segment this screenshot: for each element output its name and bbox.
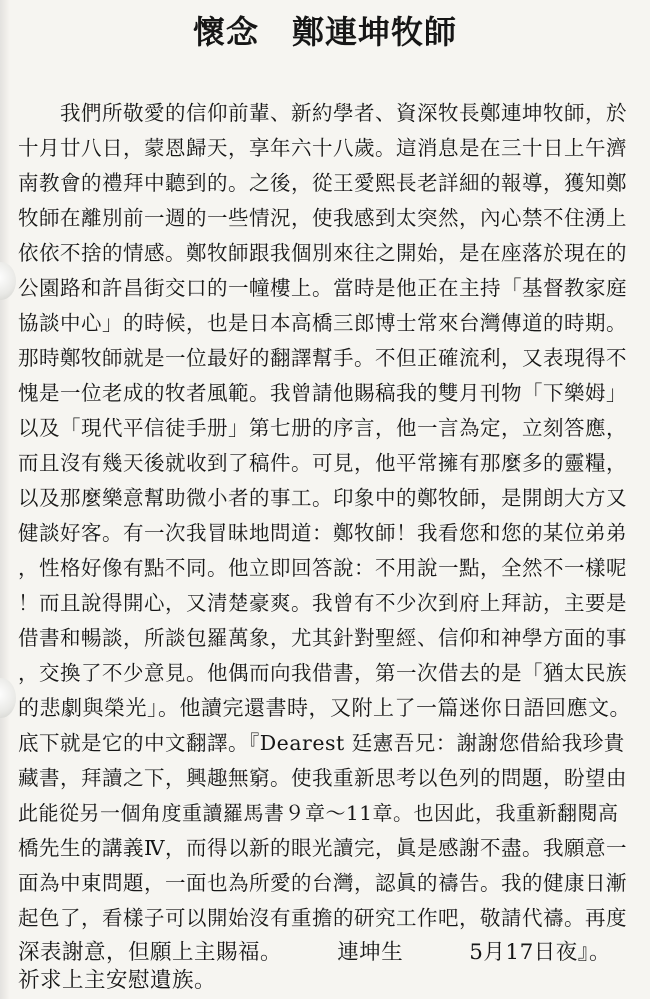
body-line: 而且沒有幾天後就收到了稿件。可見，他平常擁有那麼多的靈糧， bbox=[18, 451, 627, 475]
body-line: 此能從另一個角度重讀羅馬書９章～11章。也因此，我重新翻閱高 bbox=[18, 801, 619, 825]
page-edge-shadow bbox=[0, 0, 10, 999]
body-line: 牧師在離別前一週的一些情況，使我感到太突然，內心禁不住湧上 bbox=[18, 206, 627, 230]
body-line: ，交換了不少意見。他偶而向我借書，第一次借去的是「猶太民族 bbox=[18, 661, 627, 685]
body-line: 我們所敬愛的信仰前輩、新約學者、資深牧長鄭連坤牧師，於 bbox=[18, 101, 627, 125]
body-line: 的悲劇與榮光」。他讀完還書時，又附上了一篇迷你日語回應文。 bbox=[18, 696, 631, 720]
closing-line: 祈求上主安慰遺族。 bbox=[18, 968, 217, 993]
body-line: 底下就是它的中文翻譯。『Dearest 廷憲吾兄：謝謝您借給我珍貴 bbox=[18, 731, 625, 755]
body-line: 十月廿八日，蒙恩歸天，享年六十八歲。這消息是在三十日上午濟 bbox=[18, 136, 627, 160]
body-line: 起色了，看樣子可以開始沒有重擔的研究工作吧，敬請代禱。再度 bbox=[18, 906, 627, 930]
body-line: 以及那麼樂意幫助微小者的事工。印象中的鄭牧師，是開朗大方又 bbox=[18, 486, 627, 510]
body-line: 那時鄭牧師就是一位最好的翻譯幫手。不但正確流利，又表現得不 bbox=[18, 346, 627, 370]
body-line: 依依不捨的情感。鄭牧師跟我個別來往之開始，是在座落於現在的 bbox=[18, 241, 627, 265]
body-line: 愧是一位老成的牧者風範。我曾請他賜稿我的雙月刊物「下樂姆」 bbox=[18, 381, 627, 405]
body-line: ！而且說得開心，又清楚豪爽。我曾有不少次到府上拜訪，主要是 bbox=[18, 591, 627, 615]
body-line: 公園路和許昌街交口的一幢樓上。當時是他正在主持「基督教家庭 bbox=[18, 276, 627, 300]
article-title: 懷念 鄭連坤牧師 bbox=[192, 13, 457, 51]
punch-hole-top bbox=[0, 262, 16, 300]
body-line: 協談中心」的時候，也是日本高橋三郎博士常來台灣傳道的時期。 bbox=[18, 311, 627, 335]
body-line: ，性格好像有點不同。他立即回答說：不用說一點，全然不一樣呢 bbox=[18, 556, 627, 580]
body-line: 橋先生的講義Ⅳ，而得以新的眼光讀完，眞是感謝不盡。我願意一 bbox=[18, 836, 627, 860]
body-line: 健談好客。有一次我冒昧地問道：鄭牧師！我看您和您的某位弟弟 bbox=[18, 521, 627, 545]
body-line: 深表謝意，但願上主賜福。 連坤生 5月17日夜』。 bbox=[18, 940, 612, 965]
body-line: 藏書，拜讀之下，興趣無窮。使我重新思考以色列的問題，盼望由 bbox=[18, 766, 627, 790]
punch-hole-bottom bbox=[0, 678, 16, 718]
body-line: 南教會的禮拜中聽到的。之後，從王愛熙長老詳細的報導，獲知鄭 bbox=[18, 171, 627, 195]
body-line: 以及「現代平信徒手册」第七册的序言，他一言為定，立刻答應， bbox=[18, 416, 627, 440]
body-line: 借書和暢談，所談包羅萬象，尤其針對聖經、信仰和神學方面的事 bbox=[18, 626, 627, 650]
body-line: 面為中東問題，一面也為所愛的台灣，認眞的禱告。我的健康日漸 bbox=[18, 871, 627, 895]
